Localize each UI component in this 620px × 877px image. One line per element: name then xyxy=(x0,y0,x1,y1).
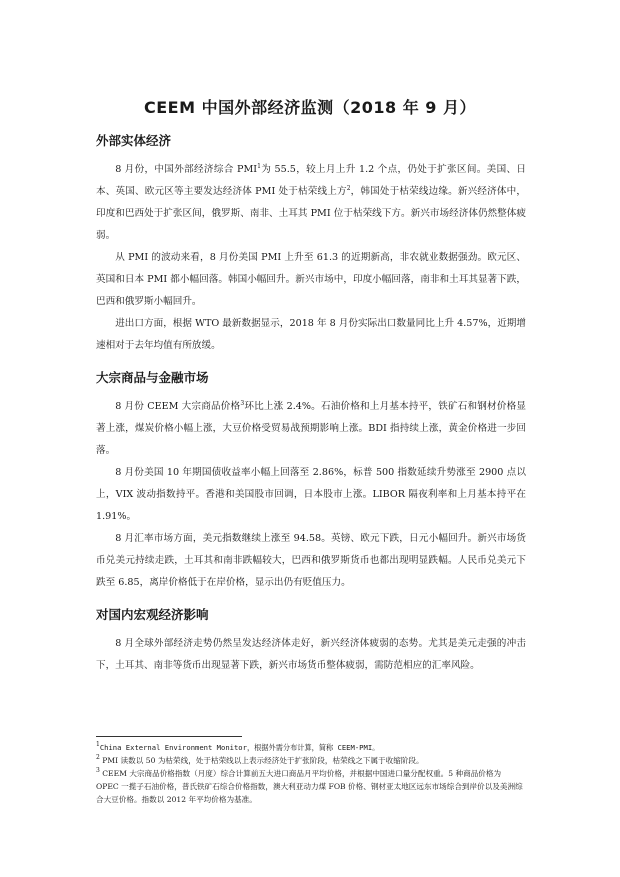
paragraph: 8 月份，中国外部经济综合 PMI$^1$为 55.5，较上月上升 1.2 个点，仍处于扩张区间。美国、日本、英国、欧元区等主要发达经济体 PMI 处于枯荣线上方$^2$，韩国处于枯荣线边缘。新兴经济体中，印度和巴西处于扩张区间，俄罗斯、南非、土耳其 PMI 位于枯荣线下方。新兴市场经济体仍然整体疲弱。 xyxy=(96,163,527,241)
paragraph: 8 月份美国 10 年期国债收益率小幅上回落至 2.86%，标普 500 指数延续升势涨至 2900 点以上，VIX 波动指数持平。香港和美国股市回调，日本股市上涨。LIBOR 隔夜利率和上月基本持平在 1.91%。 xyxy=(96,467,526,522)
paragraph: 进出口方面，根据 WTO 最新数据显示，2018 年 8 月份实际出口数量同比上升 4.57%，近期增速相对于去年均值有所放缓。 xyxy=(96,318,526,351)
section-domestic-macro-impact xyxy=(96,606,526,677)
footnote-mark: 2 xyxy=(96,754,100,761)
section-heading: 对国内宏观经济影响 xyxy=(96,607,209,622)
section-heading: 大宗商品与金融市场 xyxy=(96,370,209,385)
document-body xyxy=(96,132,526,689)
paragraph: 8 月汇率市场方面，美元指数继续上涨至 94.58。英镑、欧元下跌，日元小幅回升。新兴市场货币兑美元持续走跌，土耳其和南非跌幅较大，巴西和俄罗斯货币也都出现明显跌幅。人民币兑美元下跌至 6.85，离岸价格低于在岸价格，显示出仍有贬值压力。 xyxy=(96,533,526,588)
footnote-divider xyxy=(96,736,242,737)
footnote-ref[interactable]: 2 xyxy=(346,185,351,192)
footnote-mark: 3 xyxy=(96,767,100,774)
section-commodities-financial-markets xyxy=(96,369,526,594)
footnote-ref[interactable]: 1 xyxy=(257,163,261,170)
footnote: $^3$ CEEM 大宗商品价格指数（月度）综合计算前五大进口商品月平均价格，并根据中国进口量分配权重。5 种商品价格为 OPEC 一揽子石油价格，普氏铁矿石综合价格指数，澳大利亚动力煤 FOB 价格、钢材亚太地区远东市场综合到岸价以及美洲综合大豆价格。指数以 2012 年平均价格为基准。 xyxy=(96,767,523,804)
paragraph: 8 月份 CEEM 大宗商品价格$^3$环比上涨 2.4%。石油价格和上月基本持平，铁矿石和钢材价格显著上涨，煤炭价格小幅上涨，大豆价格受贸易战预期影响上涨。BDI 指持续上涨，黄金价格进一步回落。 xyxy=(96,400,526,456)
section-external-real-economy xyxy=(96,132,526,357)
document-title: CEEM 中国外部经济监测（2018 年 9 月） xyxy=(144,98,476,117)
footnotes xyxy=(96,741,526,806)
footnote-ref[interactable]: 3 xyxy=(240,400,245,407)
paragraph: 从 PMI 的波动来看，8 月份美国 PMI 上升至 61.3 的近期新高，非农就业数据强劲。欧元区、英国和日本 PMI 都小幅回落。韩国小幅回升。新兴市场中，印度小幅回落，南非和土耳其显著下跌，巴西和俄罗斯小幅回升。 xyxy=(96,252,526,307)
footnote: $^1$China External Environment Monitor，根据外需分布计算，简称 CEEM-PMI。 xyxy=(96,741,380,752)
footnote-mark: 1 xyxy=(96,741,100,748)
footnote: $^2$ PMI 读数以 50 为枯荣线，处于枯荣线以上表示经济处于扩张阶段，枯荣线之下属于收缩阶段。 xyxy=(96,754,424,765)
section-heading: 外部实体经济 xyxy=(96,133,172,148)
paragraph: 8 月全球外部经济走势仍然呈发达经济体走好，新兴经济体疲弱的态势。尤其是美元走强的冲击下，土耳其、南非等货币出现显著下跌，新兴市场货币整体疲弱，需防范相应的汇率风险。 xyxy=(96,638,526,671)
